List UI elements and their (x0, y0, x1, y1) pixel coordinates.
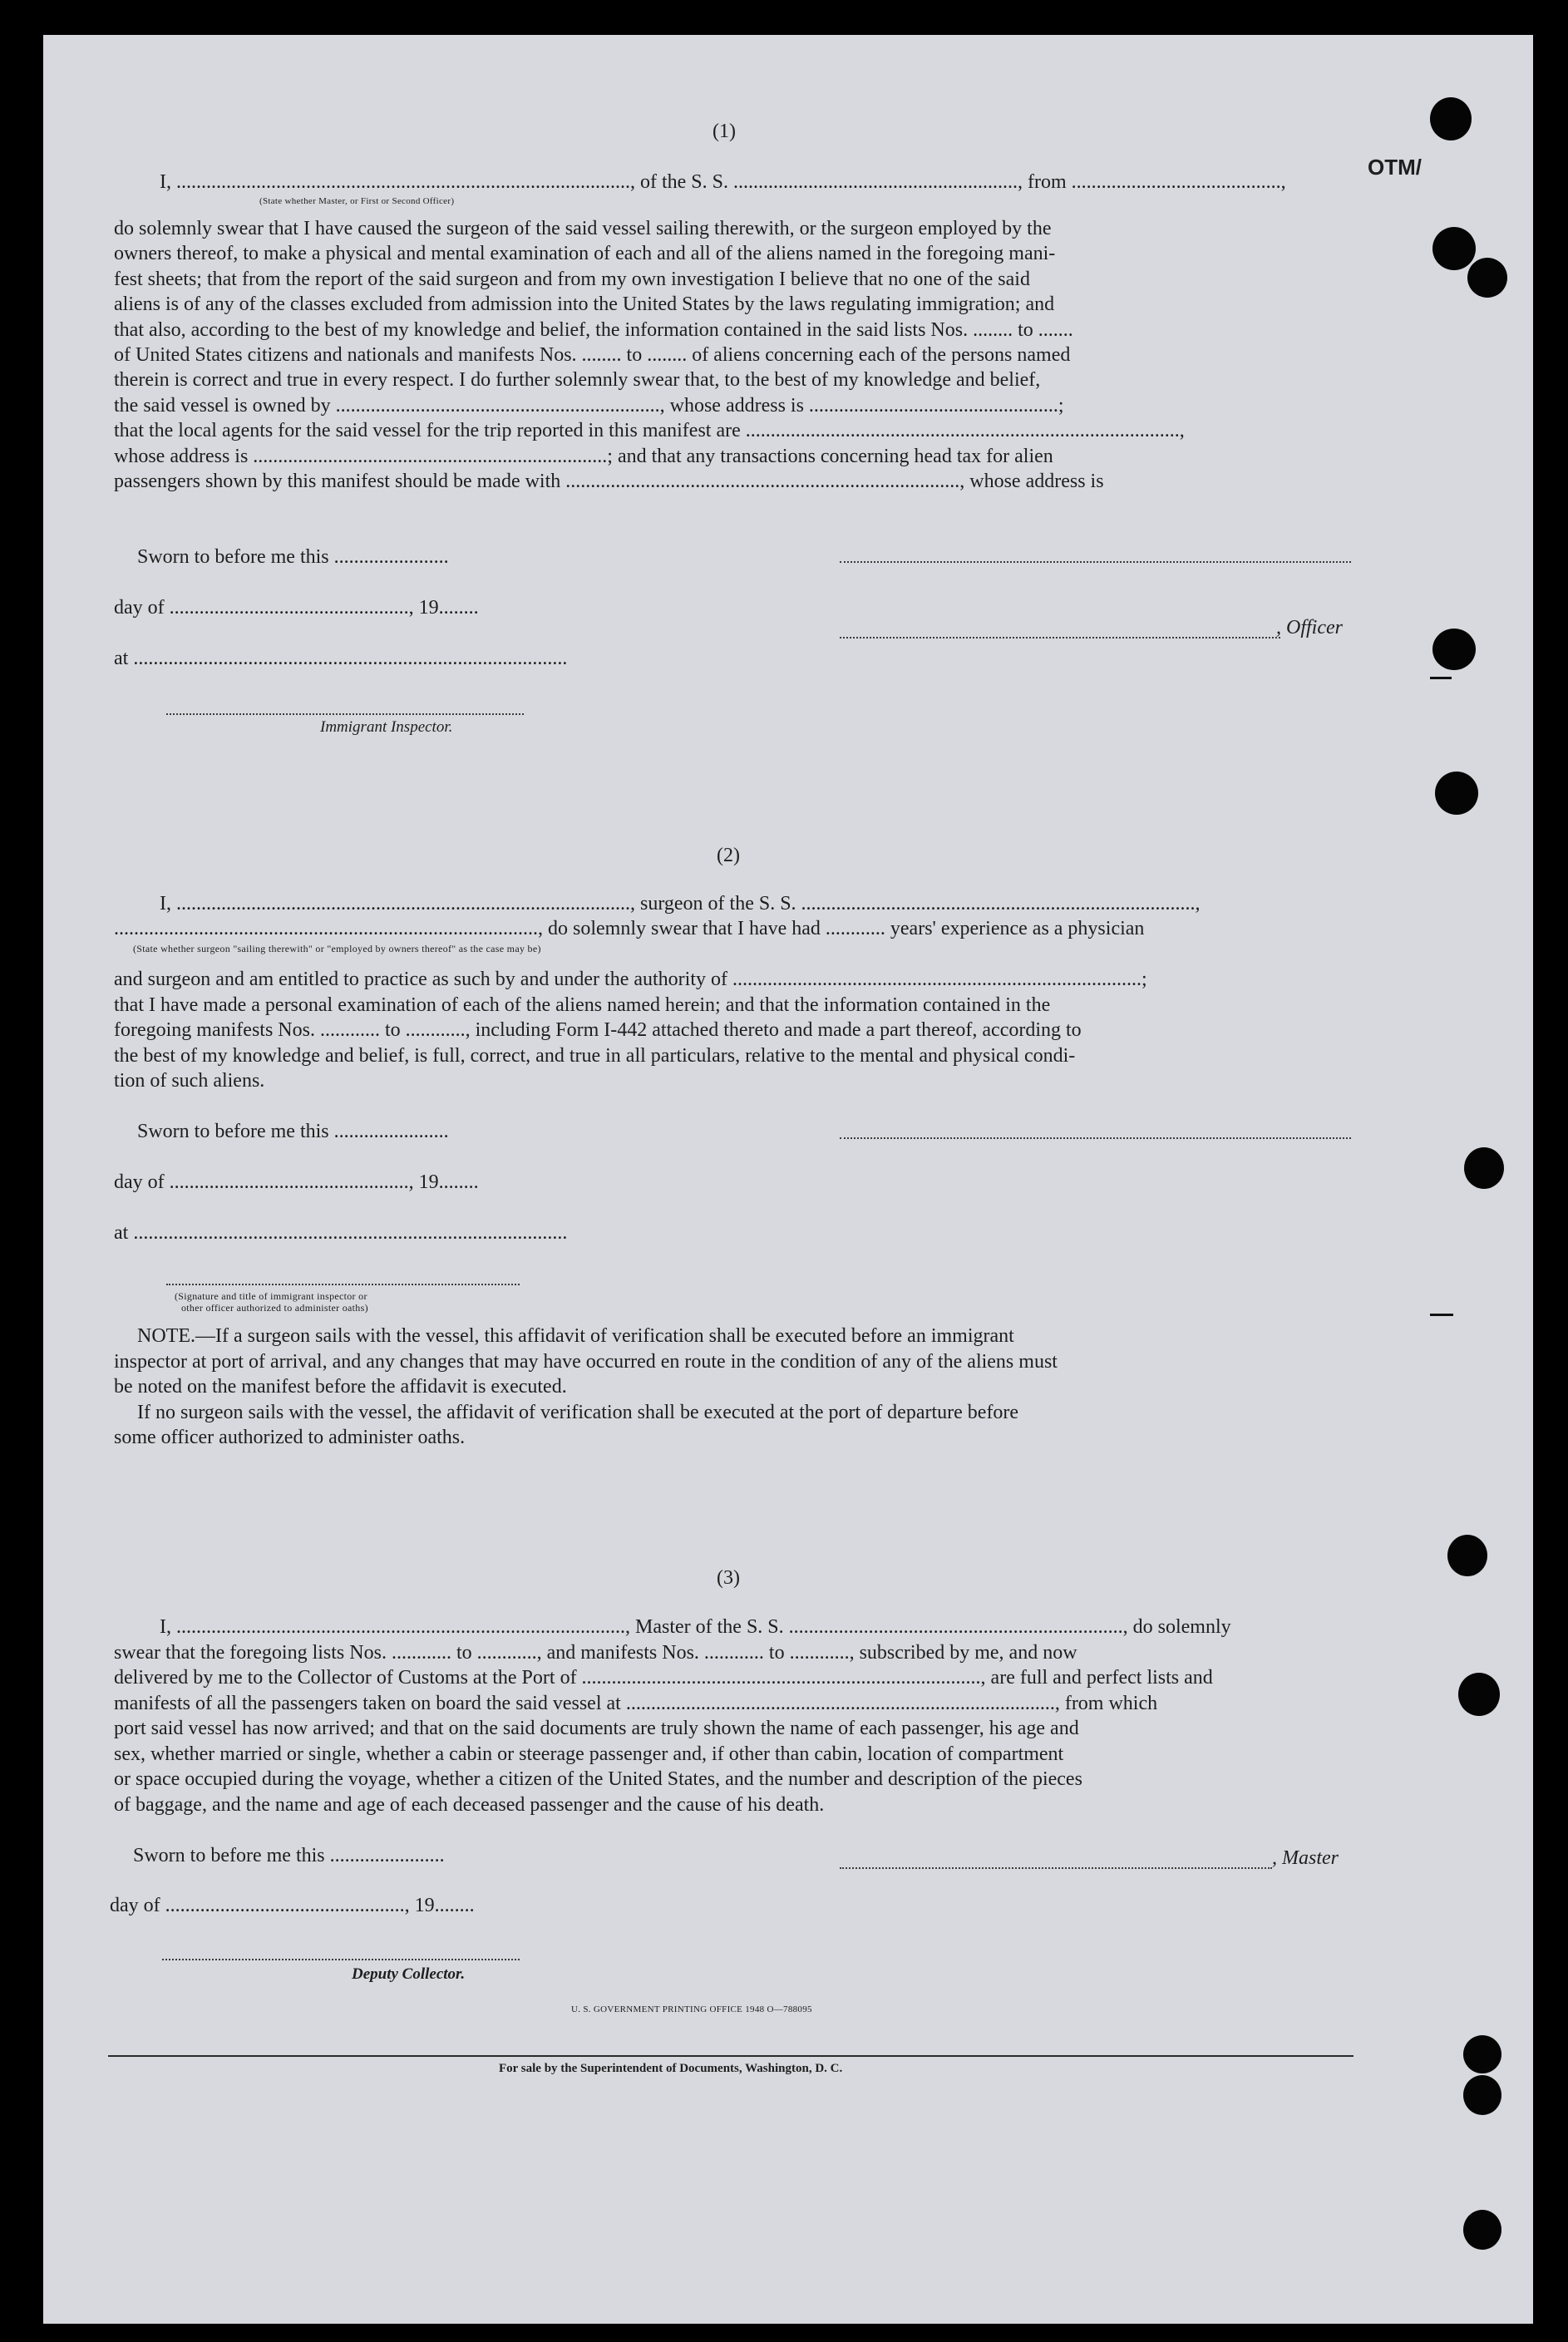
punch-hole (1432, 227, 1476, 270)
section-2-number: (2) (717, 845, 740, 866)
section-1-signature-line (840, 561, 1351, 563)
section-2-first-line: I, ..........................................................................................., surgeon of the S. S. ..............................................................................., (160, 893, 1201, 915)
section-3-line: I, .........................................................................................., Master of the S. S. ..................................................................., do solemnly (160, 1616, 1231, 1638)
punch-hole (1463, 2035, 1501, 2073)
section-1-officer-line (840, 637, 1280, 639)
section-1-at: at ....................................................................................... (114, 648, 568, 669)
section-3-line: delivered by me to the Collector of Customs at the Port of ................................................................................, are full and perfect lists and (114, 1667, 1213, 1689)
section-1-line: the said vessel is owned by ................................................................., whose address is ..................................................; (114, 394, 1064, 417)
section-1-line: fest sheets; that from the report of the said surgeon and from my own investigation I believe that no one of the said (114, 268, 1030, 290)
margin-dash (1430, 1314, 1453, 1316)
section-3-master-line (840, 1867, 1272, 1869)
section-3-day: day of ................................................, 19........ (110, 1895, 475, 1916)
punch-hole (1463, 2075, 1501, 2115)
footer-rule (108, 2055, 1354, 2057)
section-2-signature-line (840, 1137, 1351, 1139)
punch-hole (1464, 1147, 1504, 1189)
section-2-day: day of ................................................, 19........ (114, 1171, 479, 1193)
margin-mark: OTM/ (1368, 155, 1422, 180)
section-2-note-line: some officer authorized to administer oaths. (114, 1427, 466, 1448)
section-3-line: manifests of all the passengers taken on board the said vessel at ......................................................................................, from which (114, 1692, 1158, 1714)
section-3-sworn: Sworn to before me this ....................... (133, 1845, 445, 1866)
section-2-sig-note-2: other officer authorized to administer oaths) (181, 1302, 368, 1314)
section-1-line: whose address is .......................................................................; and that any transactions concerning head tax for alien (114, 445, 1053, 467)
punch-hole (1430, 97, 1472, 141)
section-1-first-line: I, ..........................................................................................., of the S. S. ........................................................., from .........................................., (160, 171, 1286, 193)
section-2-sworn: Sworn to before me this ....................... (137, 1121, 449, 1142)
section-1-inspector: Immigrant Inspector. (320, 718, 453, 736)
section-3-master: , Master (1272, 1847, 1339, 1869)
section-2-line: foregoing manifests Nos. ............ to ............, including Form I-442 attached thereto and made a part thereof, according to (114, 1019, 1082, 1041)
section-3-line: swear that the foregoing lists Nos. ............ to ............, and manifests Nos. ............ to ............, subscribed by me, and now (114, 1641, 1077, 1664)
section-1-line: that also, according to the best of my knowledge and belief, the information contained in the said lists Nos. ........ to ....... (114, 318, 1073, 341)
printing-office: U. S. GOVERNMENT PRINTING OFFICE 1948 O—788095 (571, 2004, 812, 2014)
section-2-line: that I have made a personal examination of each of the aliens named herein; and that the information contained in the (114, 994, 1051, 1016)
section-1-sworn: Sworn to before me this ....................... (137, 546, 449, 568)
margin-dash (1430, 677, 1452, 679)
section-1-day: day of ................................................, 19........ (114, 597, 479, 619)
section-1-line: owners thereof, to make a physical and mental examination of each and all of the aliens named in the foregoing mani- (114, 243, 1056, 265)
section-2-line: and surgeon and am entitled to practice as such by and under the authority of ..................................................................................; (114, 969, 1147, 990)
section-3-number: (3) (717, 1567, 740, 1589)
punch-hole (1447, 1535, 1487, 1576)
section-2-note-line: NOTE.—If a surgeon sails with the vessel, this affidavit of verification shall be executed before an immigrant (137, 1325, 1014, 1347)
section-2-line: the best of my knowledge and belief, is full, correct, and true in all particulars, relative to the mental and physical condi- (114, 1044, 1076, 1067)
section-3-collector: Deputy Collector. (352, 1965, 466, 1983)
section-1-line: passengers shown by this manifest should be made with ..............................................................................., whose address is (114, 471, 1104, 492)
punch-hole (1458, 1673, 1500, 1716)
section-3-line: or space occupied during the voyage, whether a citizen of the United States, and the number and description of the pieces (114, 1768, 1082, 1790)
section-2-witness-line (166, 1284, 520, 1285)
section-1-first-line-note: (State whether Master, or First or Second Officer) (259, 196, 455, 206)
section-2-line: tion of such aliens. (114, 1070, 265, 1092)
punch-hole (1432, 629, 1476, 670)
punch-hole (1435, 772, 1478, 815)
punch-hole (1467, 258, 1507, 298)
section-2-note: (State whether surgeon "sailing therewith" or "employed by owners thereof" as the case may be) (133, 943, 541, 954)
footer-text: For sale by the Superintendent of Documents, Washington, D. C. (499, 2062, 843, 2075)
section-1-line: aliens is of any of the classes excluded from admission into the United States by the laws regulating immigration; and (114, 293, 1055, 316)
section-3-collector-line (162, 1959, 520, 1960)
section-1-inspector-line (166, 713, 524, 715)
section-2-note-line: inspector at port of arrival, and any changes that may have occurred en route in the condition of any of the aliens must (114, 1350, 1058, 1373)
punch-hole (1463, 2210, 1501, 2250)
section-2-second-line: ....................................................................................., do solemnly swear that I have had ............ years' experience as a physician (114, 918, 1145, 939)
section-3-line: sex, whether married or single, whether a cabin or steerage passenger and, if other than cabin, location of compartment (114, 1743, 1064, 1765)
section-1-line: of United States citizens and nationals and manifests Nos. ........ to ........ of aliens concerning each of the persons named (114, 344, 1071, 366)
section-1-line: therein is correct and true in every respect. I do further solemnly swear that, to the best of my knowledge and belief, (114, 369, 1041, 392)
section-1-line: that the local agents for the said vessel for the trip reported in this manifest are ......................................................................................., (114, 420, 1185, 442)
section-3-line: port said vessel has now arrived; and that on the said documents are truly shown the name of each passenger, his age and (114, 1718, 1079, 1739)
section-3-line: of baggage, and the name and age of each deceased passenger and the cause of his death. (114, 1793, 825, 1816)
section-1-line: do solemnly swear that I have caused the surgeon of the said vessel sailing therewith, or the surgeon employed by the (114, 218, 1052, 239)
section-2-note-line: be noted on the manifest before the affidavit is executed. (114, 1376, 567, 1398)
section-1-officer: , Officer (1276, 617, 1343, 639)
section-2-at: at ....................................................................................... (114, 1222, 568, 1244)
section-2-note-line: If no surgeon sails with the vessel, the affidavit of verification shall be executed at the port of departure before (137, 1401, 1019, 1423)
section-1-number: (1) (713, 121, 736, 142)
section-2-sig-note-1: (Signature and title of immigrant inspector or (175, 1290, 367, 1302)
